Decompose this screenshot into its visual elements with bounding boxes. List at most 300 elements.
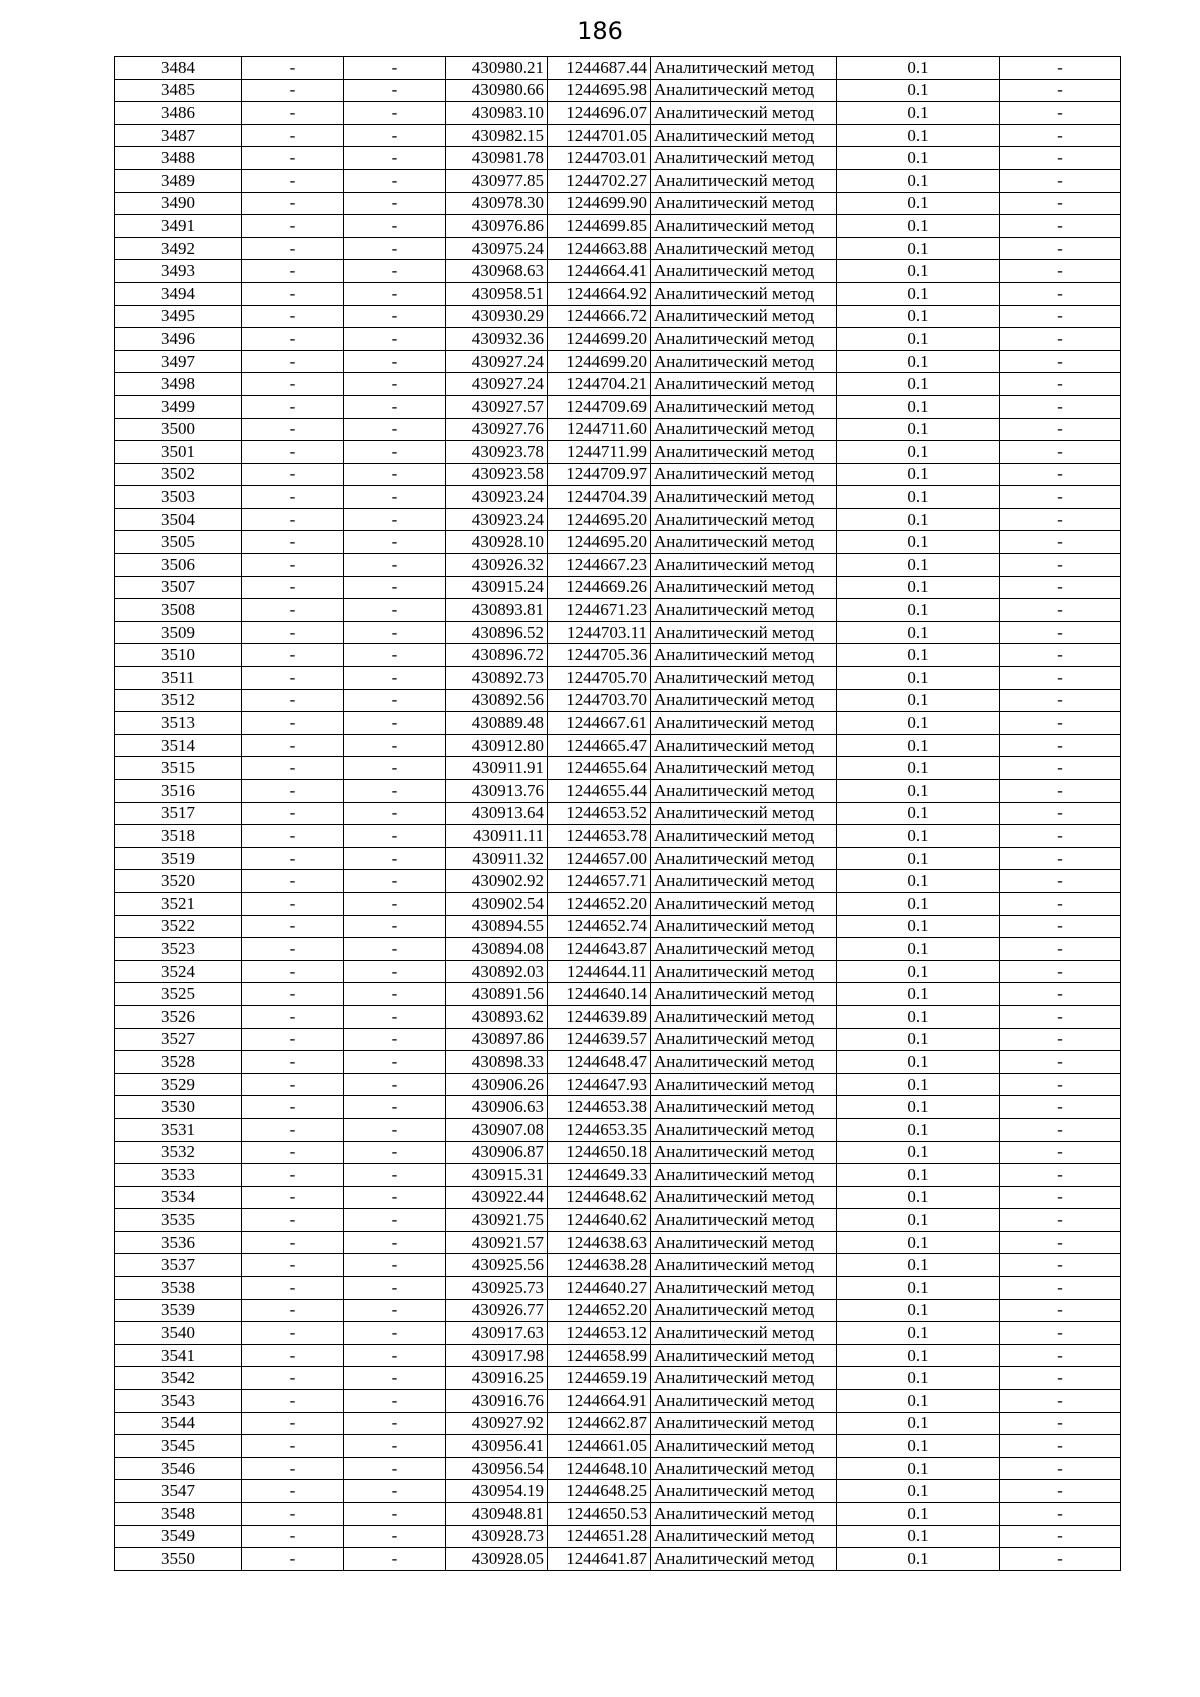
- table-row: [115, 57, 1121, 80]
- table-row: [115, 1164, 1121, 1187]
- blank-cell-2: -: [344, 1005, 446, 1028]
- blank-cell-3: -: [1000, 260, 1121, 283]
- x-coordinate-cell: 430926.32: [446, 554, 548, 577]
- method-cell: Аналитический метод: [651, 328, 837, 351]
- x-coordinate-cell: 430923.58: [446, 463, 548, 486]
- blank-cell-1: -: [242, 1051, 344, 1074]
- method-cell: Аналитический метод: [651, 757, 837, 780]
- table-row: [115, 847, 1121, 870]
- blank-cell-1: -: [242, 892, 344, 915]
- method-cell: Аналитический метод: [651, 1344, 837, 1367]
- blank-cell-2: -: [344, 1412, 446, 1435]
- blank-cell-3: -: [1000, 689, 1121, 712]
- blank-cell-2: -: [344, 1028, 446, 1051]
- point-number-cell: 3516: [115, 780, 242, 803]
- accuracy-cell: 0.1: [837, 57, 1000, 80]
- accuracy-cell: 0.1: [837, 938, 1000, 961]
- accuracy-cell: 0.1: [837, 305, 1000, 328]
- blank-cell-3: -: [1000, 576, 1121, 599]
- blank-cell-1: -: [242, 147, 344, 170]
- point-number-cell: 3509: [115, 621, 242, 644]
- blank-cell-3: -: [1000, 1209, 1121, 1232]
- blank-cell-3: -: [1000, 1390, 1121, 1413]
- x-coordinate-cell: 430925.56: [446, 1254, 548, 1277]
- x-coordinate-cell: 430921.75: [446, 1209, 548, 1232]
- blank-cell-2: -: [344, 1096, 446, 1119]
- blank-cell-2: -: [344, 983, 446, 1006]
- accuracy-cell: 0.1: [837, 1548, 1000, 1571]
- blank-cell-2: -: [344, 57, 446, 80]
- table-row: [115, 554, 1121, 577]
- method-cell: Аналитический метод: [651, 1231, 837, 1254]
- blank-cell-1: -: [242, 124, 344, 147]
- method-cell: Аналитический метод: [651, 689, 837, 712]
- accuracy-cell: 0.1: [837, 1231, 1000, 1254]
- blank-cell-1: -: [242, 938, 344, 961]
- blank-cell-2: -: [344, 282, 446, 305]
- accuracy-cell: 0.1: [837, 215, 1000, 238]
- point-number-cell: 3503: [115, 486, 242, 509]
- y-coordinate-cell: 1244652.20: [548, 1299, 651, 1322]
- table-row: [115, 870, 1121, 893]
- method-cell: Аналитический метод: [651, 531, 837, 554]
- blank-cell-3: -: [1000, 757, 1121, 780]
- table-row: [115, 282, 1121, 305]
- x-coordinate-cell: 430923.24: [446, 486, 548, 509]
- accuracy-cell: 0.1: [837, 237, 1000, 260]
- table-row: [115, 147, 1121, 170]
- y-coordinate-cell: 1244704.21: [548, 373, 651, 396]
- y-coordinate-cell: 1244652.20: [548, 892, 651, 915]
- x-coordinate-cell: 430915.31: [446, 1164, 548, 1187]
- table-row: [115, 79, 1121, 102]
- blank-cell-3: -: [1000, 667, 1121, 690]
- y-coordinate-cell: 1244661.05: [548, 1435, 651, 1458]
- y-coordinate-cell: 1244701.05: [548, 124, 651, 147]
- accuracy-cell: 0.1: [837, 825, 1000, 848]
- blank-cell-2: -: [344, 1186, 446, 1209]
- method-cell: Аналитический метод: [651, 825, 837, 848]
- accuracy-cell: 0.1: [837, 169, 1000, 192]
- y-coordinate-cell: 1244659.19: [548, 1367, 651, 1390]
- method-cell: Аналитический метод: [651, 1525, 837, 1548]
- accuracy-cell: 0.1: [837, 1390, 1000, 1413]
- point-number-cell: 3527: [115, 1028, 242, 1051]
- table-row: [115, 441, 1121, 464]
- table-row: [115, 1209, 1121, 1232]
- y-coordinate-cell: 1244648.47: [548, 1051, 651, 1074]
- x-coordinate-cell: 430889.48: [446, 712, 548, 735]
- point-number-cell: 3513: [115, 712, 242, 735]
- blank-cell-1: -: [242, 1277, 344, 1300]
- blank-cell-3: -: [1000, 1231, 1121, 1254]
- blank-cell-3: -: [1000, 508, 1121, 531]
- table-row: [115, 1299, 1121, 1322]
- blank-cell-2: -: [344, 1277, 446, 1300]
- table-body: [115, 57, 1121, 1571]
- blank-cell-1: -: [242, 508, 344, 531]
- y-coordinate-cell: 1244695.20: [548, 531, 651, 554]
- method-cell: Аналитический метод: [651, 260, 837, 283]
- blank-cell-2: -: [344, 124, 446, 147]
- method-cell: Аналитический метод: [651, 1186, 837, 1209]
- accuracy-cell: 0.1: [837, 1435, 1000, 1458]
- method-cell: Аналитический метод: [651, 576, 837, 599]
- blank-cell-1: -: [242, 260, 344, 283]
- blank-cell-1: -: [242, 667, 344, 690]
- blank-cell-2: -: [344, 1051, 446, 1074]
- blank-cell-2: -: [344, 305, 446, 328]
- table-row: [115, 1457, 1121, 1480]
- blank-cell-2: -: [344, 1254, 446, 1277]
- blank-cell-3: -: [1000, 780, 1121, 803]
- y-coordinate-cell: 1244703.01: [548, 147, 651, 170]
- point-number-cell: 3506: [115, 554, 242, 577]
- blank-cell-1: -: [242, 825, 344, 848]
- method-cell: Аналитический метод: [651, 621, 837, 644]
- blank-cell-2: -: [344, 215, 446, 238]
- y-coordinate-cell: 1244704.39: [548, 486, 651, 509]
- point-number-cell: 3485: [115, 79, 242, 102]
- accuracy-cell: 0.1: [837, 1186, 1000, 1209]
- accuracy-cell: 0.1: [837, 1367, 1000, 1390]
- x-coordinate-cell: 430968.63: [446, 260, 548, 283]
- point-number-cell: 3489: [115, 169, 242, 192]
- blank-cell-3: -: [1000, 825, 1121, 848]
- blank-cell-1: -: [242, 1118, 344, 1141]
- blank-cell-3: -: [1000, 1367, 1121, 1390]
- blank-cell-3: -: [1000, 1503, 1121, 1526]
- blank-cell-1: -: [242, 1548, 344, 1571]
- blank-cell-1: -: [242, 1480, 344, 1503]
- blank-cell-3: -: [1000, 441, 1121, 464]
- point-number-cell: 3530: [115, 1096, 242, 1119]
- table-row: [115, 689, 1121, 712]
- method-cell: Аналитический метод: [651, 712, 837, 735]
- table-row: [115, 215, 1121, 238]
- method-cell: Аналитический метод: [651, 463, 837, 486]
- x-coordinate-cell: 430925.73: [446, 1277, 548, 1300]
- blank-cell-3: -: [1000, 938, 1121, 961]
- y-coordinate-cell: 1244648.25: [548, 1480, 651, 1503]
- x-coordinate-cell: 430894.08: [446, 938, 548, 961]
- y-coordinate-cell: 1244705.36: [548, 644, 651, 667]
- blank-cell-1: -: [242, 441, 344, 464]
- blank-cell-2: -: [344, 395, 446, 418]
- method-cell: Аналитический метод: [651, 102, 837, 125]
- accuracy-cell: 0.1: [837, 1299, 1000, 1322]
- table-row: [115, 1277, 1121, 1300]
- table-row: [115, 124, 1121, 147]
- method-cell: Аналитический метод: [651, 1480, 837, 1503]
- blank-cell-2: -: [344, 870, 446, 893]
- accuracy-cell: 0.1: [837, 395, 1000, 418]
- x-coordinate-cell: 430912.80: [446, 734, 548, 757]
- accuracy-cell: 0.1: [837, 554, 1000, 577]
- accuracy-cell: 0.1: [837, 1051, 1000, 1074]
- blank-cell-3: -: [1000, 870, 1121, 893]
- accuracy-cell: 0.1: [837, 1141, 1000, 1164]
- point-number-cell: 3521: [115, 892, 242, 915]
- x-coordinate-cell: 430983.10: [446, 102, 548, 125]
- table-row: [115, 621, 1121, 644]
- blank-cell-3: -: [1000, 892, 1121, 915]
- y-coordinate-cell: 1244695.98: [548, 79, 651, 102]
- blank-cell-1: -: [242, 1164, 344, 1187]
- y-coordinate-cell: 1244644.11: [548, 960, 651, 983]
- blank-cell-3: -: [1000, 983, 1121, 1006]
- method-cell: Аналитический метод: [651, 1322, 837, 1345]
- method-cell: Аналитический метод: [651, 892, 837, 915]
- accuracy-cell: 0.1: [837, 983, 1000, 1006]
- accuracy-cell: 0.1: [837, 1118, 1000, 1141]
- y-coordinate-cell: 1244650.53: [548, 1503, 651, 1526]
- blank-cell-2: -: [344, 79, 446, 102]
- blank-cell-1: -: [242, 531, 344, 554]
- point-number-cell: 3543: [115, 1390, 242, 1413]
- blank-cell-1: -: [242, 57, 344, 80]
- y-coordinate-cell: 1244653.35: [548, 1118, 651, 1141]
- blank-cell-3: -: [1000, 102, 1121, 125]
- blank-cell-2: -: [344, 418, 446, 441]
- y-coordinate-cell: 1244662.87: [548, 1412, 651, 1435]
- x-coordinate-cell: 430928.10: [446, 531, 548, 554]
- blank-cell-3: -: [1000, 847, 1121, 870]
- blank-cell-3: -: [1000, 57, 1121, 80]
- blank-cell-2: -: [344, 102, 446, 125]
- accuracy-cell: 0.1: [837, 780, 1000, 803]
- x-coordinate-cell: 430916.76: [446, 1390, 548, 1413]
- x-coordinate-cell: 430898.33: [446, 1051, 548, 1074]
- accuracy-cell: 0.1: [837, 418, 1000, 441]
- blank-cell-1: -: [242, 1096, 344, 1119]
- point-number-cell: 3550: [115, 1548, 242, 1571]
- x-coordinate-cell: 430923.78: [446, 441, 548, 464]
- blank-cell-2: -: [344, 667, 446, 690]
- method-cell: Аналитический метод: [651, 79, 837, 102]
- method-cell: Аналитический метод: [651, 938, 837, 961]
- y-coordinate-cell: 1244665.47: [548, 734, 651, 757]
- blank-cell-2: -: [344, 712, 446, 735]
- accuracy-cell: 0.1: [837, 847, 1000, 870]
- blank-cell-2: -: [344, 621, 446, 644]
- x-coordinate-cell: 430927.92: [446, 1412, 548, 1435]
- table-row: [115, 237, 1121, 260]
- point-number-cell: 3525: [115, 983, 242, 1006]
- blank-cell-2: -: [344, 780, 446, 803]
- x-coordinate-cell: 430897.86: [446, 1028, 548, 1051]
- blank-cell-2: -: [344, 892, 446, 915]
- x-coordinate-cell: 430927.24: [446, 373, 548, 396]
- table-row: [115, 667, 1121, 690]
- blank-cell-3: -: [1000, 915, 1121, 938]
- table-row: [115, 169, 1121, 192]
- method-cell: Аналитический метод: [651, 237, 837, 260]
- blank-cell-3: -: [1000, 282, 1121, 305]
- point-number-cell: 3520: [115, 870, 242, 893]
- y-coordinate-cell: 1244650.18: [548, 1141, 651, 1164]
- point-number-cell: 3546: [115, 1457, 242, 1480]
- table-row: [115, 780, 1121, 803]
- blank-cell-2: -: [344, 1209, 446, 1232]
- accuracy-cell: 0.1: [837, 1344, 1000, 1367]
- x-coordinate-cell: 430956.41: [446, 1435, 548, 1458]
- y-coordinate-cell: 1244703.70: [548, 689, 651, 712]
- method-cell: Аналитический метод: [651, 282, 837, 305]
- y-coordinate-cell: 1244655.64: [548, 757, 651, 780]
- y-coordinate-cell: 1244695.20: [548, 508, 651, 531]
- y-coordinate-cell: 1244639.89: [548, 1005, 651, 1028]
- y-coordinate-cell: 1244653.12: [548, 1322, 651, 1345]
- y-coordinate-cell: 1244687.44: [548, 57, 651, 80]
- blank-cell-1: -: [242, 1231, 344, 1254]
- table-row: [115, 192, 1121, 215]
- blank-cell-1: -: [242, 1073, 344, 1096]
- blank-cell-1: -: [242, 192, 344, 215]
- accuracy-cell: 0.1: [837, 1277, 1000, 1300]
- accuracy-cell: 0.1: [837, 1209, 1000, 1232]
- point-number-cell: 3533: [115, 1164, 242, 1187]
- table-row: [115, 1548, 1121, 1571]
- blank-cell-3: -: [1000, 395, 1121, 418]
- blank-cell-2: -: [344, 1299, 446, 1322]
- blank-cell-3: -: [1000, 373, 1121, 396]
- blank-cell-3: -: [1000, 1073, 1121, 1096]
- x-coordinate-cell: 430892.03: [446, 960, 548, 983]
- point-number-cell: 3534: [115, 1186, 242, 1209]
- accuracy-cell: 0.1: [837, 1073, 1000, 1096]
- method-cell: Аналитический метод: [651, 1141, 837, 1164]
- blank-cell-2: -: [344, 1480, 446, 1503]
- blank-cell-3: -: [1000, 463, 1121, 486]
- blank-cell-3: -: [1000, 1480, 1121, 1503]
- y-coordinate-cell: 1244711.99: [548, 441, 651, 464]
- y-coordinate-cell: 1244639.57: [548, 1028, 651, 1051]
- point-number-cell: 3490: [115, 192, 242, 215]
- accuracy-cell: 0.1: [837, 1096, 1000, 1119]
- table-row: [115, 576, 1121, 599]
- method-cell: Аналитический метод: [651, 1503, 837, 1526]
- point-number-cell: 3542: [115, 1367, 242, 1390]
- y-coordinate-cell: 1244671.23: [548, 599, 651, 622]
- blank-cell-1: -: [242, 1457, 344, 1480]
- method-cell: Аналитический метод: [651, 1435, 837, 1458]
- method-cell: Аналитический метод: [651, 1299, 837, 1322]
- point-number-cell: 3514: [115, 734, 242, 757]
- accuracy-cell: 0.1: [837, 915, 1000, 938]
- point-number-cell: 3510: [115, 644, 242, 667]
- accuracy-cell: 0.1: [837, 79, 1000, 102]
- method-cell: Аналитический метод: [651, 147, 837, 170]
- method-cell: Аналитический метод: [651, 599, 837, 622]
- point-number-cell: 3497: [115, 350, 242, 373]
- y-coordinate-cell: 1244640.27: [548, 1277, 651, 1300]
- table-row: [115, 418, 1121, 441]
- method-cell: Аналитический метод: [651, 1028, 837, 1051]
- y-coordinate-cell: 1244699.20: [548, 328, 651, 351]
- table-row: [115, 892, 1121, 915]
- y-coordinate-cell: 1244696.07: [548, 102, 651, 125]
- table-row: [115, 531, 1121, 554]
- blank-cell-2: -: [344, 486, 446, 509]
- blank-cell-1: -: [242, 79, 344, 102]
- blank-cell-3: -: [1000, 350, 1121, 373]
- method-cell: Аналитический метод: [651, 802, 837, 825]
- table-row: [115, 825, 1121, 848]
- method-cell: Аналитический метод: [651, 1209, 837, 1232]
- point-number-cell: 3539: [115, 1299, 242, 1322]
- blank-cell-2: -: [344, 757, 446, 780]
- x-coordinate-cell: 430911.32: [446, 847, 548, 870]
- y-coordinate-cell: 1244651.28: [548, 1525, 651, 1548]
- point-number-cell: 3487: [115, 124, 242, 147]
- method-cell: Аналитический метод: [651, 960, 837, 983]
- blank-cell-2: -: [344, 847, 446, 870]
- blank-cell-2: -: [344, 147, 446, 170]
- point-number-cell: 3519: [115, 847, 242, 870]
- accuracy-cell: 0.1: [837, 892, 1000, 915]
- blank-cell-1: -: [242, 102, 344, 125]
- blank-cell-1: -: [242, 418, 344, 441]
- x-coordinate-cell: 430932.36: [446, 328, 548, 351]
- table-row: [115, 757, 1121, 780]
- accuracy-cell: 0.1: [837, 328, 1000, 351]
- blank-cell-2: -: [344, 373, 446, 396]
- accuracy-cell: 0.1: [837, 350, 1000, 373]
- method-cell: Аналитический метод: [651, 667, 837, 690]
- method-cell: Аналитический метод: [651, 780, 837, 803]
- blank-cell-1: -: [242, 373, 344, 396]
- page-number: 186: [577, 17, 623, 45]
- point-number-cell: 3549: [115, 1525, 242, 1548]
- point-number-cell: 3523: [115, 938, 242, 961]
- x-coordinate-cell: 430927.57: [446, 395, 548, 418]
- x-coordinate-cell: 430927.24: [446, 350, 548, 373]
- blank-cell-1: -: [242, 1186, 344, 1209]
- blank-cell-1: -: [242, 960, 344, 983]
- point-number-cell: 3515: [115, 757, 242, 780]
- blank-cell-2: -: [344, 328, 446, 351]
- y-coordinate-cell: 1244640.14: [548, 983, 651, 1006]
- blank-cell-2: -: [344, 689, 446, 712]
- x-coordinate-cell: 430907.08: [446, 1118, 548, 1141]
- blank-cell-2: -: [344, 734, 446, 757]
- x-coordinate-cell: 430896.72: [446, 644, 548, 667]
- blank-cell-2: -: [344, 1435, 446, 1458]
- blank-cell-2: -: [344, 1118, 446, 1141]
- blank-cell-1: -: [242, 395, 344, 418]
- point-number-cell: 3535: [115, 1209, 242, 1232]
- point-number-cell: 3512: [115, 689, 242, 712]
- blank-cell-2: -: [344, 260, 446, 283]
- x-coordinate-cell: 430902.92: [446, 870, 548, 893]
- x-coordinate-cell: 430917.98: [446, 1344, 548, 1367]
- accuracy-cell: 0.1: [837, 689, 1000, 712]
- point-number-cell: 3522: [115, 915, 242, 938]
- x-coordinate-cell: 430922.44: [446, 1186, 548, 1209]
- blank-cell-2: -: [344, 463, 446, 486]
- blank-cell-1: -: [242, 870, 344, 893]
- table-row: [115, 1412, 1121, 1435]
- blank-cell-1: -: [242, 1254, 344, 1277]
- blank-cell-2: -: [344, 938, 446, 961]
- blank-cell-1: -: [242, 712, 344, 735]
- blank-cell-1: -: [242, 1503, 344, 1526]
- table-row: [115, 1073, 1121, 1096]
- method-cell: Аналитический метод: [651, 418, 837, 441]
- point-number-cell: 3507: [115, 576, 242, 599]
- point-number-cell: 3538: [115, 1277, 242, 1300]
